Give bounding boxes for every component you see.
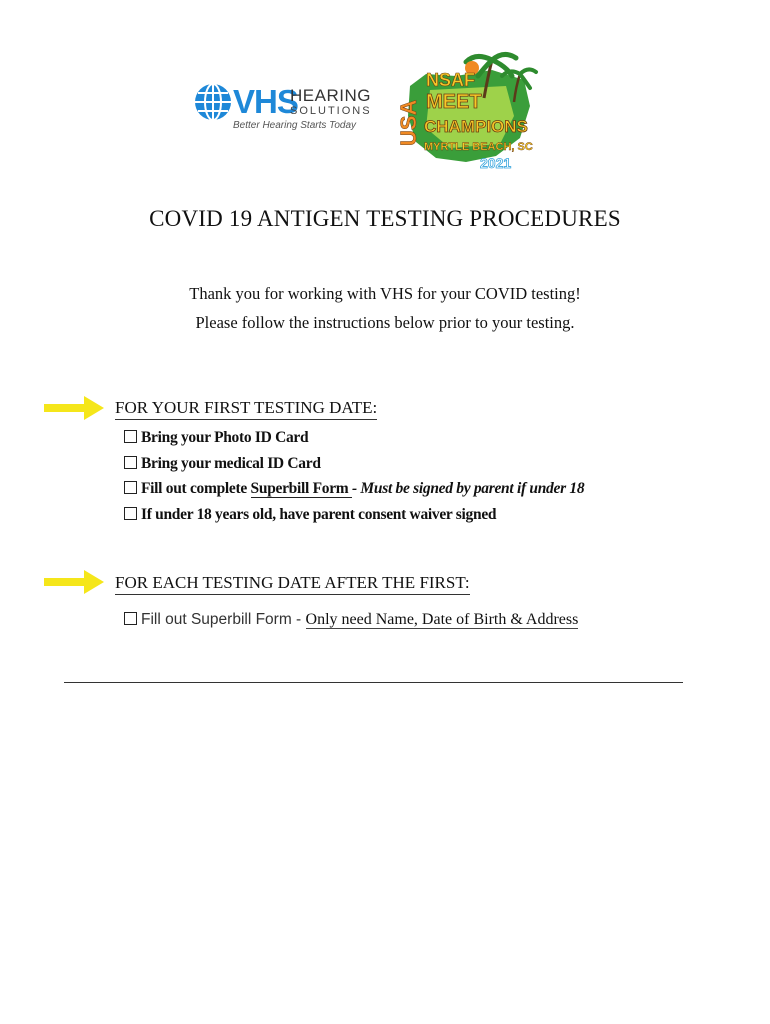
checklist-item-note: - Must be signed by parent if under 18	[351, 480, 585, 497]
checklist-item-prefix: Fill out complete	[141, 480, 251, 497]
checklist-item-text: Bring your medical ID Card	[141, 454, 321, 472]
divider	[64, 682, 683, 683]
nsaf-meet-champions-logo	[396, 46, 540, 172]
checkbox[interactable]	[124, 612, 137, 625]
vhs-hearing-text: HEARING	[290, 86, 371, 105]
nsaf-top-text: NSAF	[426, 70, 475, 90]
page-title: COVID 19 ANTIGEN TESTING PROCEDURES	[149, 206, 621, 231]
checkbox[interactable]	[124, 456, 137, 469]
superbill-form-link[interactable]: Superbill Form	[250, 480, 352, 497]
subsequent-checklist-item	[124, 611, 578, 629]
checklist-item-text: Fill out Superbill Form -	[141, 611, 306, 628]
nsaf-location-text: MYRTLE BEACH, SC	[424, 141, 533, 153]
checklist-item-text: Bring your Photo ID Card	[141, 429, 309, 446]
vhs-tagline: Better Hearing Starts Today	[233, 120, 357, 131]
arrow-right-icon	[44, 570, 104, 594]
checklist-item-text: If under 18 years old, have parent consent waiver signed	[141, 505, 497, 523]
globe-icon	[193, 82, 233, 122]
arrow-right-icon	[44, 396, 104, 420]
vhs-hearing-solutions-logo	[193, 82, 383, 138]
checkbox[interactable]	[124, 507, 137, 520]
nsaf-meet-text: MEET	[426, 91, 482, 113]
nsaf-year-text: 2021	[480, 155, 512, 171]
nsaf-champions-text: CHAMPIONS	[424, 117, 528, 136]
checklist-item	[124, 478, 584, 504]
checkbox[interactable]	[124, 430, 137, 443]
first-testing-date-heading: FOR YOUR FIRST TESTING DATE:	[115, 398, 377, 420]
vhs-solutions-text: SOLUTIONS	[290, 105, 372, 117]
intro-line-2: Please follow the instructions below prior to your testing.	[195, 313, 575, 332]
checklist-item	[124, 427, 584, 453]
first-testing-checklist	[124, 427, 584, 529]
checklist-item	[124, 504, 584, 530]
each-testing-date-heading: FOR EACH TESTING DATE AFTER THE FIRST:	[115, 573, 470, 595]
checklist-item-emphasis: Only need Name, Date of Birth & Address	[305, 611, 579, 628]
checkbox[interactable]	[124, 481, 137, 494]
vhs-letters: VHS	[233, 83, 298, 120]
checklist-item	[124, 453, 584, 479]
intro-line-1: Thank you for working with VHS for your COVID testing!	[189, 284, 581, 303]
nsaf-country-text: USA	[396, 99, 421, 146]
